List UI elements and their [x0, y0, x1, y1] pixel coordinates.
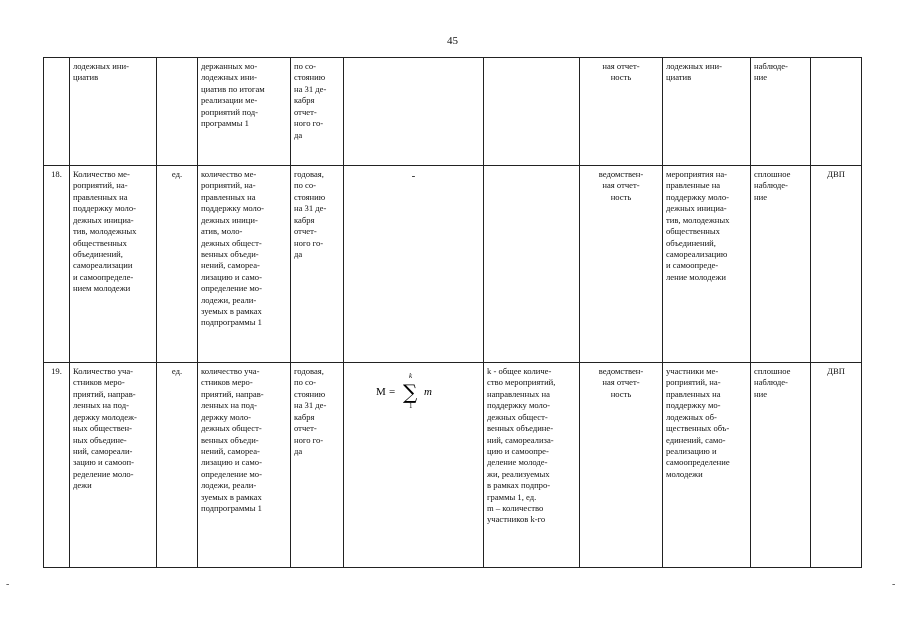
- unit-cell: ед.: [157, 166, 198, 363]
- responsible-body: [811, 58, 862, 166]
- unit-cell: ед.: [157, 363, 198, 568]
- observation-method: сплошное наблюде- ние: [751, 166, 811, 363]
- formula-explanation: [484, 58, 580, 166]
- formula-cell: [344, 363, 484, 568]
- sum-formula-graphic: [374, 370, 454, 410]
- unit-cell: [157, 58, 198, 166]
- row-number: 19.: [44, 363, 70, 568]
- time-period: по со- стоянию на 31 де- кабря отчет- ного го- да: [291, 58, 344, 166]
- sum-upper-limit: k: [408, 372, 412, 380]
- indicator-definition: держанных мо- лодежных ини- циатив по итогам реализации ме- роприятий под- программы 1: [198, 58, 291, 166]
- indicator-definition: количество уча- стников меро- приятий, направ- ленных на под- держку моло- дежных общест- венных объеди- нений, самореа- лизацию и само- определение мо- лодежи, реали- зуемых в рамках подпрограммы 1: [198, 363, 291, 568]
- row-number: [44, 58, 70, 166]
- indicator-definition: количество ме- роприятий, на- правленных на поддержку моло- дежных иници- атив, моло- дежных общест- венных объеди- нений, самореа- лизацию и само- определение мо- лодежи, реали- зуемых в рамках подпрограммы 1: [198, 166, 291, 363]
- responsible-body: ДВП: [811, 363, 862, 568]
- table-row: [44, 363, 862, 568]
- data-source: ведомствен- ная отчет- ность: [580, 166, 663, 363]
- indicator-name: Количество уча- стников меро- приятий, направ- ленных на под- держку молодеж- ных обществен- ных объедине- ний, самореали- зацию и самооп- ределение моло- дежи: [70, 363, 157, 568]
- observation-object: участники ме- роприятий, на- правленных на поддержку мо- лодежных об- щественных объ- единений, само- реализацию и самоопределение молодежи: [663, 363, 751, 568]
- responsible-body: ДВП: [811, 166, 862, 363]
- data-source: ведомствен- ная отчет- ность: [580, 363, 663, 568]
- right-margin-mark: -: [892, 579, 896, 590]
- left-margin-mark: -: [6, 579, 10, 590]
- summand: m: [423, 386, 432, 398]
- indicator-name: Количество ме- роприятий, на- правленных на поддержку моло- дежных инициа- тив, молодежных общественных объединений, самореализации и самоопределе- нием молодежи: [70, 166, 157, 363]
- page-number: 45: [447, 35, 458, 47]
- table-row: [44, 166, 862, 363]
- formula-equals: =: [388, 386, 395, 398]
- observation-method: сплошное наблюде- ние: [751, 363, 811, 568]
- time-period: годовая, по со- стоянию на 31 де- кабря отчет- ного го- да: [291, 166, 344, 363]
- data-source: ная отчет- ность: [580, 58, 663, 166]
- indicator-name: лодежных ини- циатив: [70, 58, 157, 166]
- indicator-table: [43, 57, 862, 568]
- sigma-symbol: ∑: [402, 380, 417, 404]
- formula-cell: [344, 58, 484, 166]
- sum-lower-limit: 1: [408, 402, 412, 410]
- formula-explanation: [484, 166, 580, 363]
- observation-object: лодежных ини- циатив: [663, 58, 751, 166]
- observation-method: наблюде- ние: [751, 58, 811, 166]
- formula-cell: -: [344, 166, 484, 363]
- table-row: [44, 58, 862, 166]
- sum-formula: [347, 366, 480, 410]
- formula-lhs: M: [375, 386, 386, 398]
- time-period: годовая, по со- стоянию на 31 де- кабря отчет- ного го- да: [291, 363, 344, 568]
- observation-object: мероприятия на- правленные на поддержку моло- дежных инициа- тив, молодежных общественных объединений, самореализацию и самоопреде- ление молодежи: [663, 166, 751, 363]
- row-number: 18.: [44, 166, 70, 363]
- formula-explanation: k - общее количе- ство мероприятий, направленных на поддержку моло- дежных общест- венных объедине- ний, самореализа- цию и самоопре- деление молоде- жи, реализуемых в рамках подпро- граммы 1, ед. m – количество участников k-го: [484, 363, 580, 568]
